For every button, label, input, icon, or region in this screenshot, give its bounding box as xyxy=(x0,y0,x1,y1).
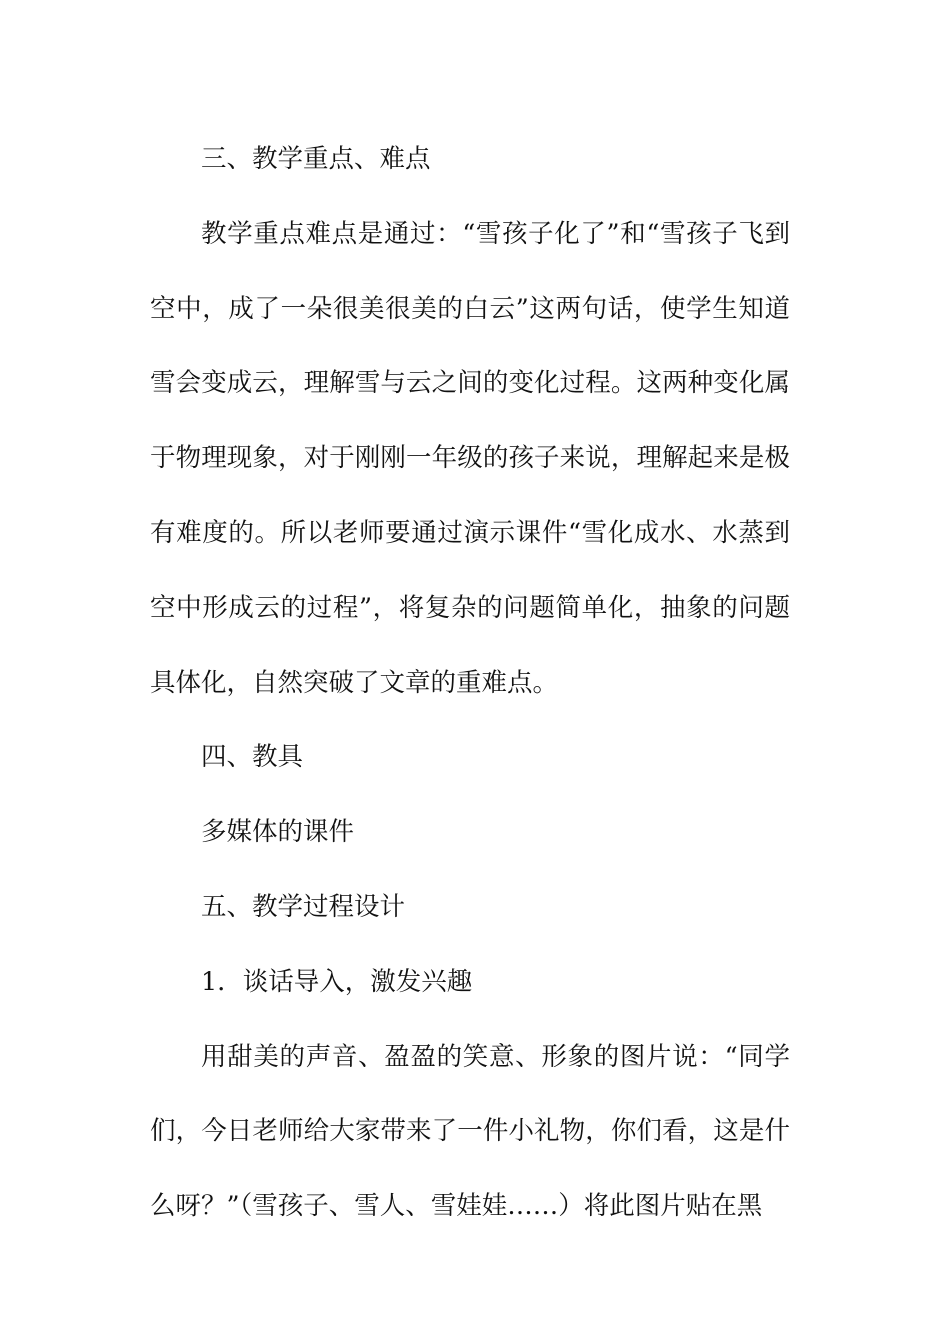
section-paragraph-3: 教学重点难点是通过：“雪孩子化了”和“雪孩子飞到空中，成了一朵很美很美的白云”这两句话，使学生知道雪会变成云，理解雪与云之间的变化过程。这两种变化属于物理现象，对于刚刚一年级的孩子来说，理解起来是极有难度的。所以老师要通过演示课件“雪化成水、水蒸到空中形成云的过程”，将复杂的问题简单化，抽象的问题具体化，自然突破了文章的重难点。 xyxy=(150,218,790,698)
section-heading-4: 四、教具 xyxy=(201,742,304,773)
section-subheading-5-1: 1．谈话导入，激发兴趣 xyxy=(201,966,473,997)
document-body xyxy=(150,122,790,1244)
section-heading-3: 三、教学重点、难点 xyxy=(201,144,431,174)
section-heading-5: 五、教学过程设计 xyxy=(201,891,406,922)
section-paragraph-5-1: 用甜美的声音、盈盈的笑意、形象的图片说：“同学们，今日老师给大家带来了一件小礼物，你们看，这是什么呀？”（雪孩子、雪人、雪娃娃……）将此图片贴在黑 xyxy=(150,1041,790,1222)
section-paragraph-4: 多媒体的课件 xyxy=(201,817,355,848)
